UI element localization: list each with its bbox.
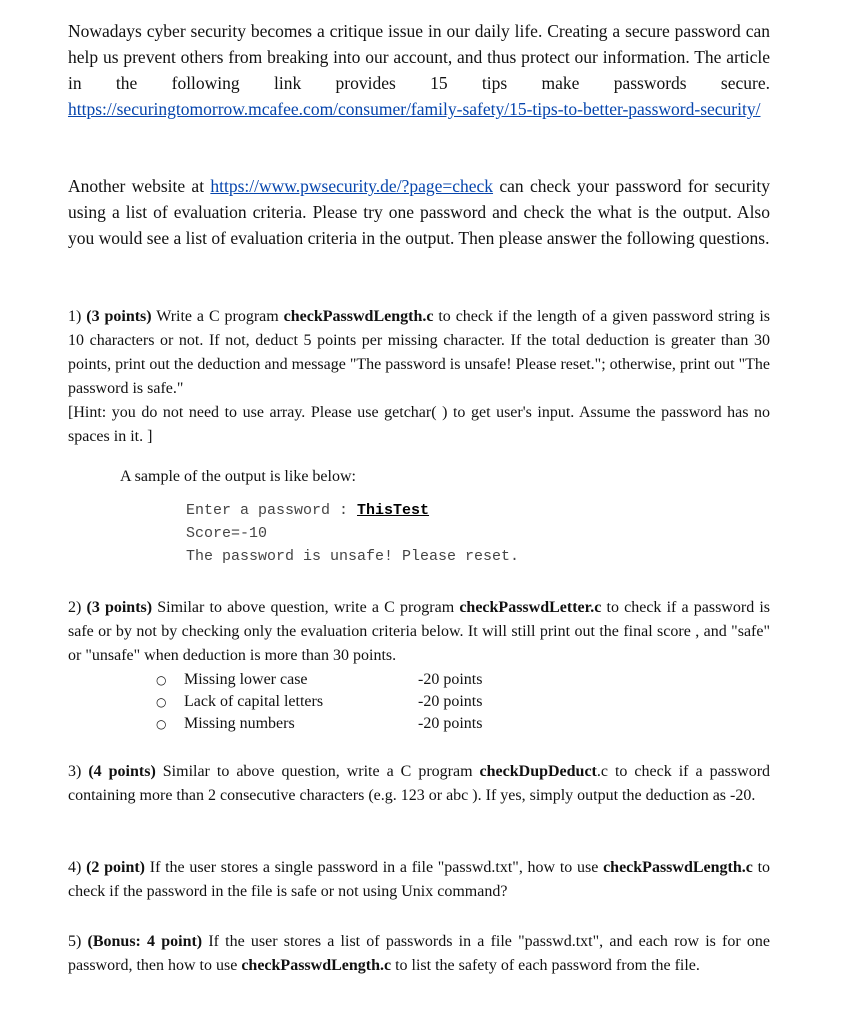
- pwsecurity-suffix: can check your password for security using a list of evaluation criteria. Please try one password and check the what is the output. Also you would see a list of evaluation criteria in the output. Then please answer the following questions.: [68, 176, 770, 248]
- sample-prompt-line: [186, 500, 429, 522]
- intro-text: Nowadays cyber security becomes a critique issue in our daily life. Creating a secure password can help us prevent others from breaking into our account, and thus protect our information. The article in the following link provides 15 tips make passwords secure.: [68, 21, 770, 93]
- pwsecurity-paragraph: [68, 173, 770, 251]
- q2-number: 2): [68, 599, 87, 616]
- q5-points: (Bonus: 4 point): [87, 933, 203, 950]
- q1-text-a: Write a C program: [151, 308, 284, 325]
- sample-score-line: Score=-10: [186, 525, 268, 542]
- criteria-label: Missing numbers: [184, 715, 295, 732]
- q2-filename: checkPasswdLetter.c: [459, 599, 602, 616]
- criteria-points: -20 points: [418, 693, 483, 710]
- q3-points: (4 points): [88, 763, 156, 780]
- hollow-circle-bullet-icon: ○: [156, 695, 167, 709]
- hollow-circle-bullet-icon: ○: [156, 717, 167, 731]
- q4-points: (2 point): [86, 859, 146, 876]
- criteria-points: -20 points: [418, 671, 483, 688]
- q1-text-b: to check if the length of a given password string is 10 characters or not. If not, deduct 5 points per missing character. If the total deduction is greater than 30 points, print out the deduction and message "The password is unsafe! Please reset."; otherwise, print out "The password is safe.": [68, 308, 771, 397]
- q3-number: 3): [68, 763, 89, 780]
- q2-points: (3 points): [86, 599, 153, 616]
- sample-message-line: The password is unsafe! Please reset.: [186, 548, 520, 565]
- q5-filename: checkPasswdLength.c: [241, 957, 392, 974]
- q4-filename: checkPasswdLength.c: [603, 859, 753, 876]
- q3-text-b: .c to check if a password containing more than 2 consecutive characters (e.g. 123 or abc ). If yes, simply output the deduction as -20.: [68, 763, 771, 804]
- q2-text-a: Similar to above question, write a C program: [152, 599, 460, 616]
- question-1: [68, 305, 770, 449]
- q2-text-b: to check if a password is safe or by not by checking only the evaluation criteria below. It will still print out the final score , and "safe" or "unsafe" when deduction is more than 30 points.: [68, 599, 771, 664]
- q5-text-a: If the user stores a list of passwords in a file "passwd.txt", and each row is for one password, then how to use: [68, 933, 770, 974]
- q1-points: (3 points): [86, 308, 152, 325]
- pwsecurity-link[interactable]: https://www.pwsecurity.de/?page=check: [210, 176, 494, 196]
- question-3: [68, 760, 770, 808]
- q1-hint: [Hint: you do not need to use array. Please use getchar( ) to get user's input. Assume the password has no spaces in it. ]: [68, 404, 770, 445]
- sample-input: ThisTest: [357, 502, 430, 519]
- question-2: [68, 596, 770, 668]
- pwsecurity-prefix: Another website at: [68, 176, 211, 196]
- sample-prompt: Enter a password :: [186, 502, 358, 519]
- q4-text-a: If the user stores a single password in a file "passwd.txt", how to use: [145, 859, 604, 876]
- q4-number: 4): [68, 859, 87, 876]
- mcafee-tips-link[interactable]: https://securingtomorrow.mcafee.com/consumer/family-safety/15-tips-to-better-password-security/: [68, 99, 761, 119]
- sample-output-intro: A sample of the output is like below:: [120, 468, 356, 485]
- question-5: [68, 930, 770, 978]
- hollow-circle-bullet-icon: ○: [156, 673, 167, 687]
- criteria-label: Missing lower case: [184, 671, 308, 688]
- q3-text-a: Similar to above question, write a C program: [155, 763, 480, 780]
- q1-number: 1): [68, 308, 87, 325]
- intro-paragraph: [68, 18, 770, 122]
- criteria-label: Lack of capital letters: [184, 693, 324, 710]
- q5-text-b: to list the safety of each password from the file.: [391, 957, 700, 974]
- q1-filename: checkPasswdLength.c: [283, 308, 434, 325]
- question-4: [68, 856, 770, 904]
- q3-filename: checkDupDeduct: [479, 763, 597, 780]
- q4-text-b: to check if the password in the file is safe or not using Unix command?: [68, 859, 771, 900]
- q5-number: 5): [68, 933, 88, 950]
- criteria-points: -20 points: [418, 715, 483, 732]
